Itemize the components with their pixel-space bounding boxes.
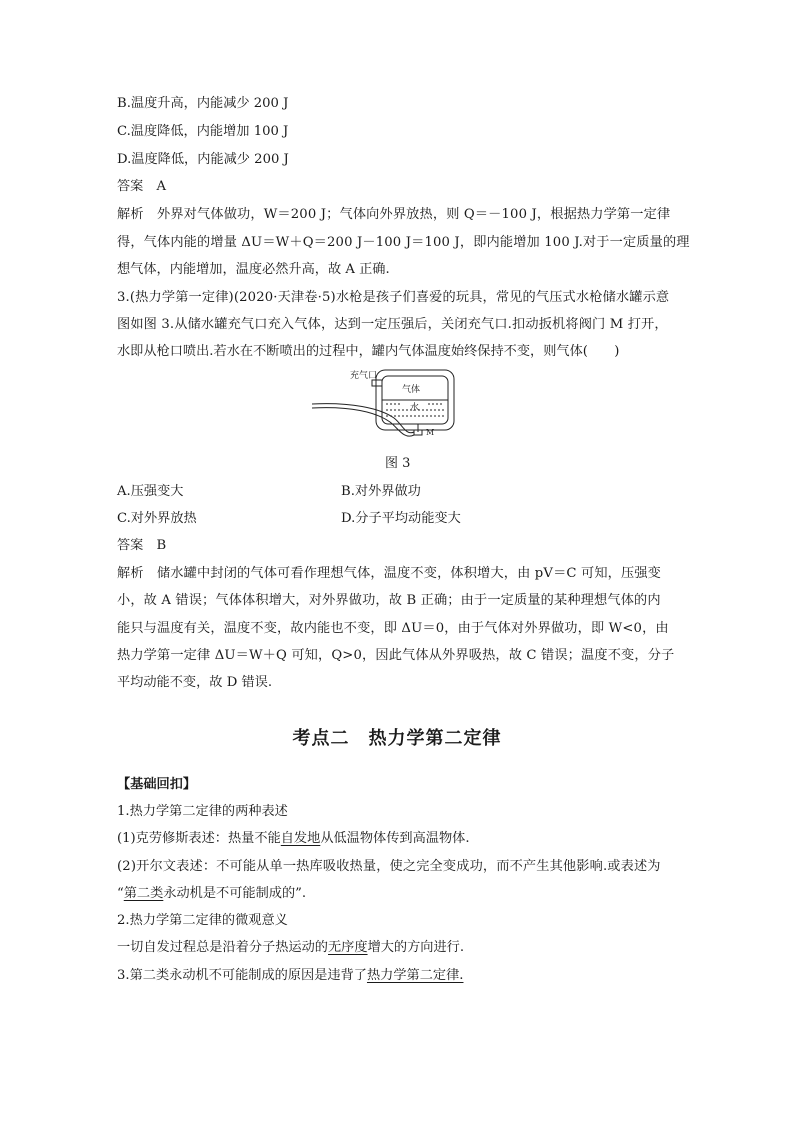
water-tank-figure	[310, 366, 460, 442]
item-2-text: 一切自发过程总是沿着分子热运动的无序度增大的方向进行.	[117, 940, 465, 955]
option-d: D.分子平均动能变大	[341, 511, 461, 526]
option-c-prev: C.温度降低，内能增加 100 J	[117, 124, 289, 139]
valve-label: M	[426, 428, 435, 437]
analysis-1-line-2: 得，气体内能的增量 ΔU＝W＋Q＝200 J－100 J＝100 J，即内能增加 100 J.对于一定质量的理	[117, 235, 690, 250]
question-3-line-1: 3.(热力学第一定律)(2020·天津卷·5)水枪是孩子们喜爱的玩具，常见的气压式水枪储水罐示意	[117, 290, 670, 305]
item-2-title: 2.热力学第二定律的微观意义	[117, 913, 288, 928]
analysis-2-line-4: 热力学第一定律 ΔU＝W＋Q 可知，Q>0，因此气体从外界吸热，故 C 错误；温度不变，分子	[117, 648, 675, 663]
item-1-2: (2)开尔文表述：不可能从单一热库吸收热量，使之完全变成功，而不产生其他影响.或表述为	[117, 859, 661, 874]
inlet-label: 充气口	[350, 371, 378, 381]
figure-caption: 图 3	[385, 456, 411, 471]
section-title: 考点二 热力学第二定律	[292, 728, 502, 749]
question-3-line-3: 水即从枪口喷出.若水在不断喷出的过程中，罐内气体温度始终保持不变，则气体( )	[117, 344, 620, 359]
gas-label: 气体	[402, 385, 421, 395]
item-1-title: 1.热力学第二定律的两种表述	[117, 804, 288, 819]
item-3: 3.第二类永动机不可能制成的原因是违背了热力学第二定律.	[117, 968, 464, 983]
option-b: B.对外界做功	[341, 484, 421, 499]
analysis-2-line-1: 解析 储水罐中封闭的气体可看作理想气体，温度不变，体积增大，由 pV＝C 可知，压强变	[117, 566, 662, 581]
analysis-2-line-3: 能只与温度有关，温度不变，故内能也不变，即 ΔU＝0，由于气体对外界做功，即 W<0，由	[117, 621, 669, 636]
answer-2: 答案 B	[117, 538, 167, 553]
option-b-prev: B.温度升高，内能减少 200 J	[117, 96, 289, 111]
option-c: C.对外界放热	[117, 511, 197, 526]
item-1-3: “第二类永动机是不可能制成的”.	[117, 886, 307, 901]
review-tag: 【基础回扣】	[117, 777, 197, 792]
analysis-2-line-5: 平均动能不变，故 D 错误.	[117, 675, 273, 690]
analysis-2-line-2: 小，故 A 错误；气体体积增大，对外界做功，故 B 正确；由于一定质量的某种理想气体的内	[117, 593, 661, 608]
option-d-prev: D.温度降低，内能减少 200 J	[117, 152, 289, 167]
item-1-1: (1)克劳修斯表述：热量不能自发地从低温物体传到高温物体.	[117, 831, 470, 846]
water-label: 水	[410, 403, 420, 413]
analysis-1-line-3: 想气体，内能增加，温度必然升高，故 A 正确.	[117, 262, 390, 277]
analysis-1-line-1: 解析 外界对气体做功，W＝200 J；气体向外界放热，则 Q＝－100 J，根据热力学第一定律	[117, 207, 671, 222]
answer-1: 答案 A	[117, 179, 167, 194]
question-3-line-2: 图如图 3.从储水罐充气口充入气体，达到一定压强后，关闭充气口.扣动扳机将阀门 M 打开，	[117, 317, 668, 332]
option-a: A.压强变大	[117, 484, 184, 499]
